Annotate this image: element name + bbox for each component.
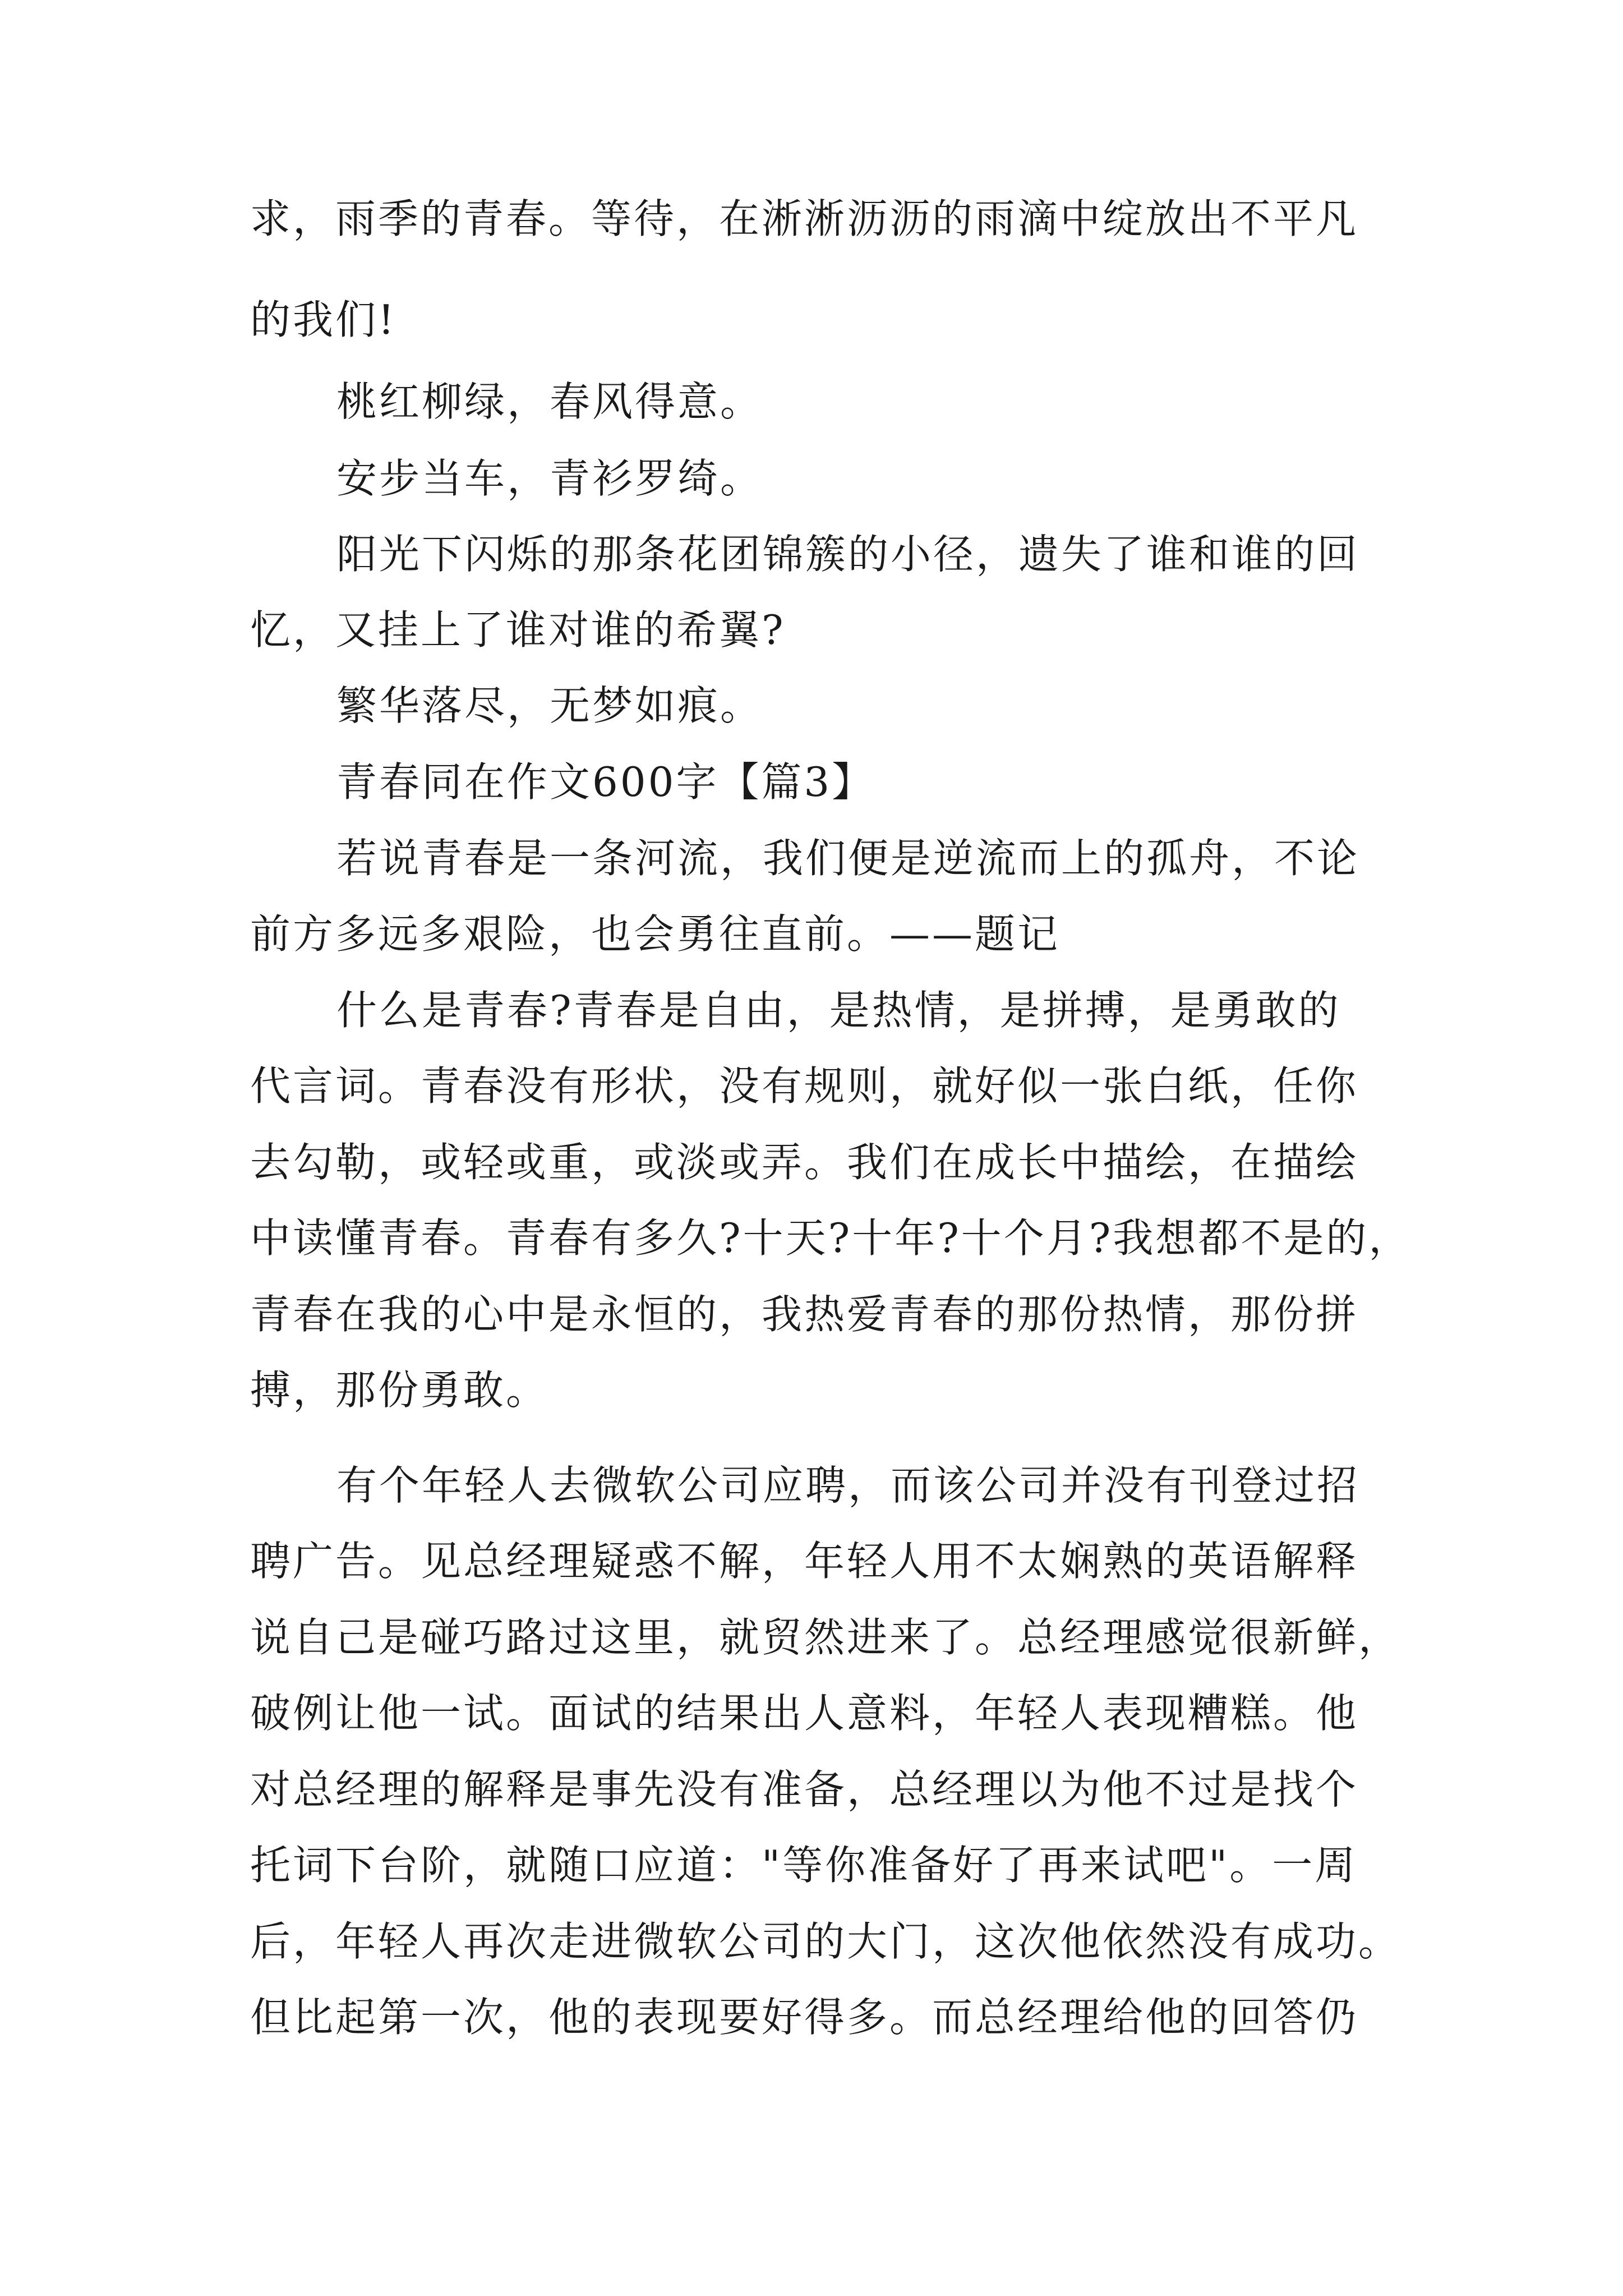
text-line: 求，雨季的青春。等待，在淅淅沥沥的雨滴中绽放出不平凡 [250,195,1359,242]
text-line: 什么是青春?青春是自由，是热情，是拼搏，是勇敢的 [336,987,1341,1034]
text-line: 去勾勒，或轻或重，或淡或弄。我们在成长中描绘，在描绘 [250,1139,1359,1186]
text-line: 聘广告。见总经理疑惑不解，年轻人用不太娴熟的英语解释 [250,1538,1359,1585]
text-line: 对总经理的解释是事先没有准备，总经理以为他不过是找个 [250,1766,1359,1813]
text-line: 繁华落尽，无梦如痕。 [336,682,763,729]
text-line: 说自己是碰巧路过这里，就贸然进来了。总经理感觉很新鲜， [250,1614,1401,1661]
text-line: 若说青春是一条河流，我们便是逆流而上的孤舟，不论 [336,835,1360,882]
text-line: 后，年轻人再次走进微软公司的大门，这次他依然没有成功。 [250,1918,1401,1965]
text-line: 安步当车，青衫罗绮。 [336,455,763,502]
text-line: 前方多远多艰险，也会勇往直前。——题记 [250,910,1061,958]
section-heading: 青春同在作文600字【篇3】 [336,758,875,806]
text-line: 忆，又挂上了谁对谁的希翼? [250,606,786,654]
text-line: 阳光下闪烁的那条花团锦簇的小径，遗失了谁和谁的回 [336,531,1360,578]
text-line: 代言词。青春没有形状，没有规则，就好似一张白纸，任你 [250,1062,1359,1110]
text-line: 有个年轻人去微软公司应聘，而该公司并没有刊登过招 [336,1462,1360,1509]
text-line: 托词下台阶，就随口应道："等你准备好了再来试吧"。一周 [250,1842,1358,1889]
text-line: 青春在我的心中是永恒的，我热爱青春的那份热情，那份拼 [250,1291,1359,1338]
text-line: 破例让他一试。面试的结果出人意料，年轻人表现糟糕。他 [250,1690,1359,1737]
text-line: 搏，那份勇敢。 [250,1366,549,1414]
text-line: 中读懂青春。青春有多久?十天?十年?十个月?我想都不是的， [250,1214,1412,1262]
text-line: 桃红柳绿，春风得意。 [336,378,763,425]
text-line: 但比起第一次，他的表现要好得多。而总经理给他的回答仍 [250,1994,1359,2041]
text-line: 的我们! [250,296,396,343]
